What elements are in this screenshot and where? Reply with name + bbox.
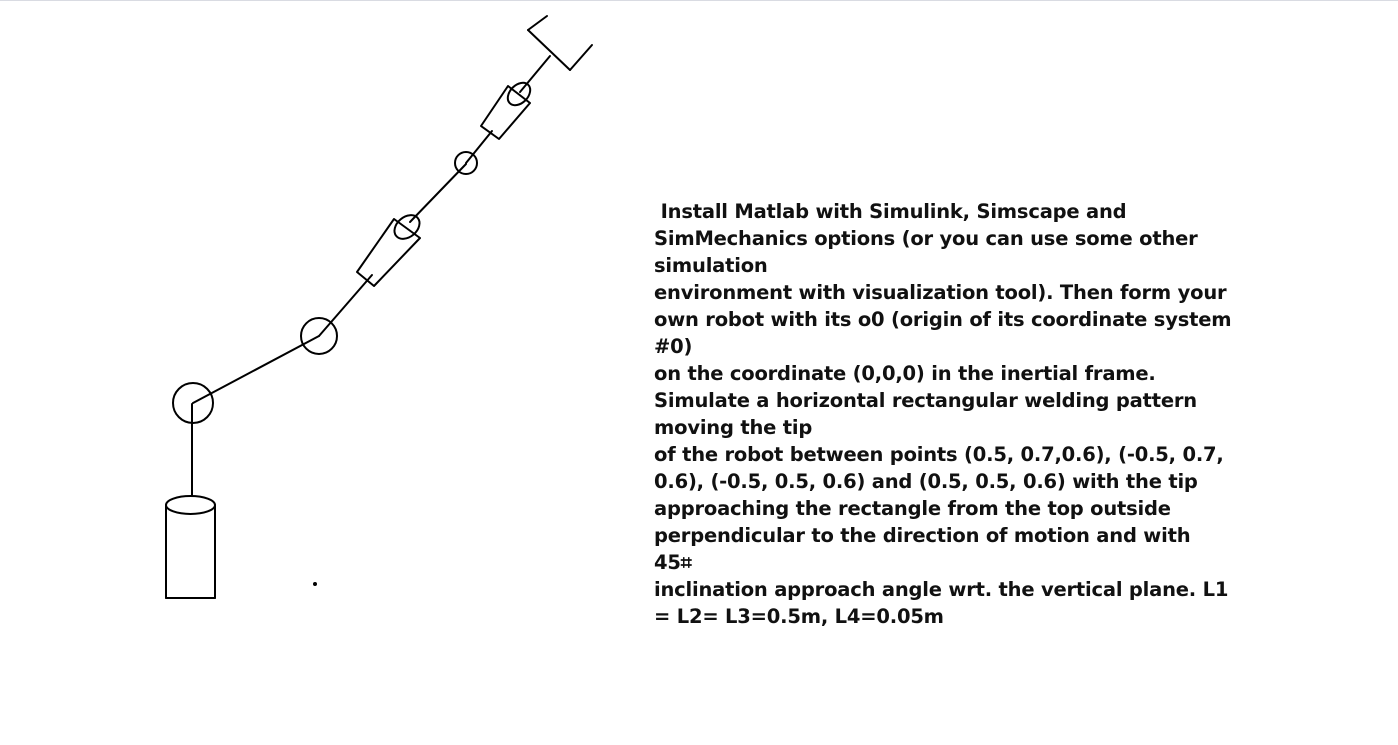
- task-line: #0): [654, 335, 693, 358]
- prismatic-joint-2: [481, 78, 535, 139]
- task-line: own robot with its o0 (origin of its coordinate system: [654, 308, 1232, 331]
- task-line: SimMechanics options (or you can use some other: [654, 227, 1198, 250]
- stray-dot: [314, 583, 316, 585]
- base-cylinder: [166, 496, 215, 598]
- task-line: Install Matlab with Simulink, Simscape and: [654, 200, 1127, 223]
- link-1: [193, 336, 319, 403]
- task-line: on the coordinate (0,0,0) in the inertial frame.: [654, 362, 1156, 385]
- end-effector-gripper: [528, 16, 592, 70]
- task-line: inclination approach angle wrt. the vertical plane. L1: [654, 578, 1229, 601]
- task-line: Simulate a horizontal rectangular welding pattern: [654, 389, 1197, 412]
- task-line: perpendicular to the direction of motion and with: [654, 524, 1191, 547]
- task-line: environment with visualization tool). Then form your: [654, 281, 1227, 304]
- task-line: 45⌗: [654, 551, 692, 574]
- task-description: [654, 198, 1234, 630]
- task-line: simulation: [654, 254, 768, 277]
- task-line: = L2= L3=0.5m, L4=0.05m: [654, 605, 944, 628]
- task-line: of the robot between points (0.5, 0.7,0.6), (-0.5, 0.7,: [654, 443, 1224, 466]
- task-line: approaching the rectangle from the top outside: [654, 497, 1171, 520]
- link-5: [520, 56, 550, 92]
- link-2: [319, 275, 372, 336]
- prismatic-joint-1: [357, 210, 424, 286]
- task-line: 0.6), (-0.5, 0.5, 0.6) and (0.5, 0.5, 0.6) with the tip: [654, 470, 1198, 493]
- task-line: moving the tip: [654, 416, 813, 439]
- link-3: [410, 164, 466, 222]
- link-4: [466, 131, 492, 163]
